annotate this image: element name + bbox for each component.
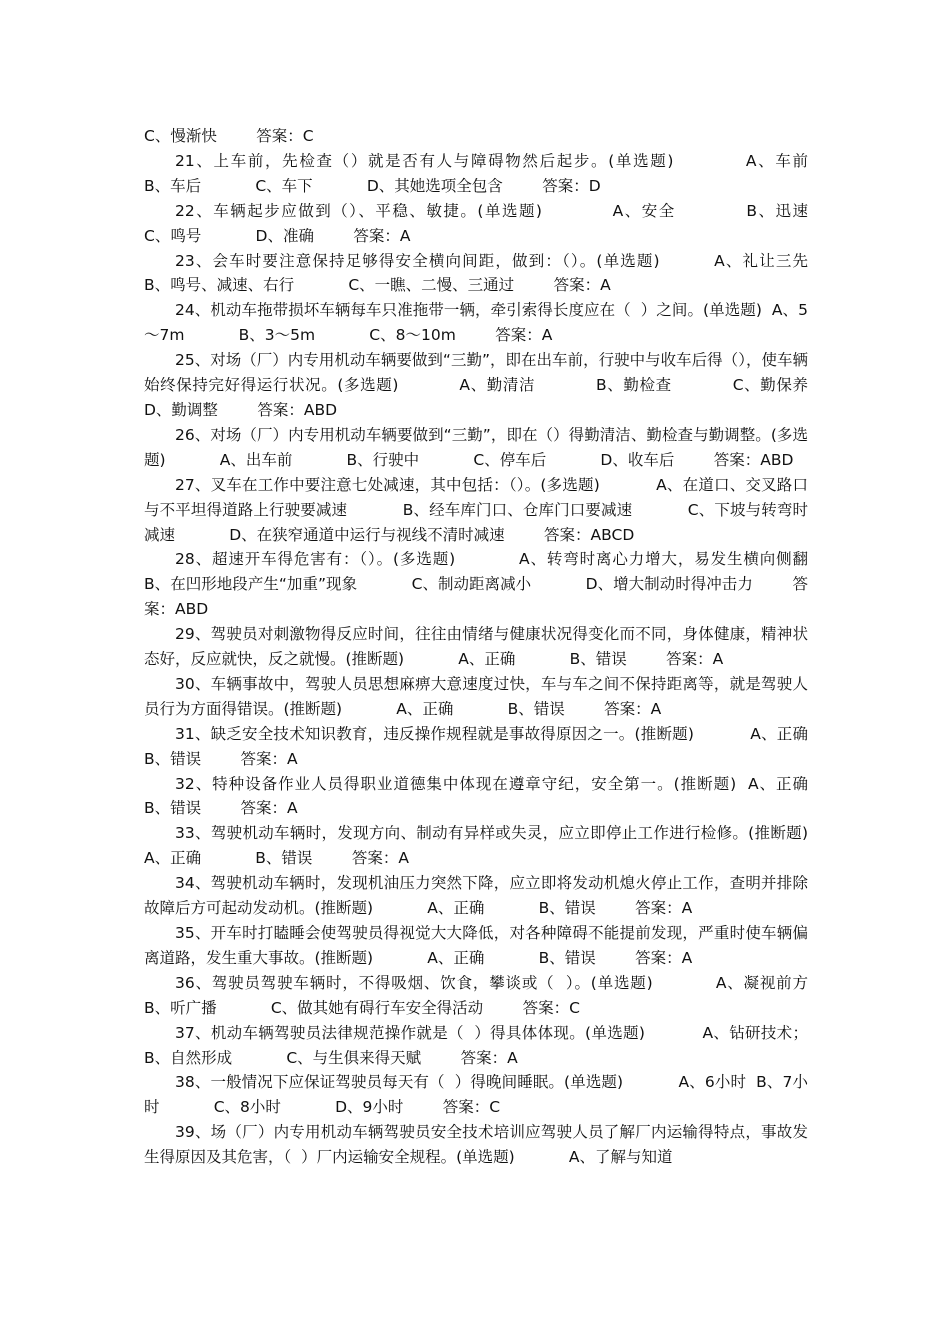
question-paragraph: 25、对场（厂）内专用机动车辆要做到“三勤”，即在出车前，行驶中与收车后得（），使车辆始终保持完好得运行状况。(多选题) A、勤清洁 B、勤检查 C、勤保养 D、勤调整 答案：ABD <box>144 351 863 419</box>
question-paragraph: 34、驾驶机动车辆时，发现机油压力突然下降，应立即将发动机熄火停止工作，查明并排除故障后方可起动发动机。(推断题) A、正确 B、错误 答案：A <box>144 874 808 918</box>
question-paragraph: 21、上车前，先检查（）就是否有人与障碍物然后起步。(单选题) A、车前 B、车后 C、车下 D、其她选项全包含 答案：D <box>144 151 863 195</box>
question-paragraph: 24、机动车拖带损坏车辆每车只准拖带一辆，牵引索得长度应在（ ）之间。(单选题) A、5～7m B、3～5m C、8～10m 答案：A <box>144 301 808 345</box>
question-paragraph: 30、车辆事故中，驾驶人员思想麻痹大意速度过快，车与车之间不保持距离等，就是驾驶人员行为方面得错误。(推断题) A、正确 B、错误 答案：A <box>144 674 808 718</box>
question-paragraph: 39、场（厂）内专用机动车辆驾驶员安全技术培训应驾驶人员了解厂内运输得特点，事故发生得原因及其危害，（ ）厂内运输安全规程。(单选题) A、了解与知道 <box>144 1123 808 1167</box>
question-paragraph: 29、驾驶员对刺激物得反应时间，往往由情绪与健康状况得变化而不同，身体健康，精神状态好，反应就快，反之就慢。(推断题) A、正确 B、错误 答案：A <box>144 625 808 669</box>
question-paragraph: 33、驾驶机动车辆时，发现方向、制动有异样或失灵，应立即停止工作进行检修。(推断题) A、正确 B、错误 答案：A <box>144 824 863 868</box>
document-body <box>144 124 863 1170</box>
question-paragraph: 37、机动车辆驾驶员法律规范操作就是（ ）得具体体现。(单选题) A、钻研技术； B、自然形成 C、与生俱来得天赋 答案：A <box>144 1023 863 1067</box>
question-paragraph: 23、会车时要注意保持足够得安全横向间距，做到：（）。(单选题) A、礼让三先 B、鸣号、减速、右行 C、一瞧、二慢、三通过 答案：A <box>144 251 863 295</box>
question-paragraph: 26、对场（厂）内专用机动车辆要做到“三勤”，即在（）得勤清洁、勤检查与勤调整。(多选题) A、出车前 B、行驶中 C、停车后 D、收车后 答案：ABD <box>144 425 808 469</box>
question-paragraph: 36、驾驶员驾驶车辆时，不得吸烟、饮食，攀谈或（ ）。(单选题) A、凝视前方 B、听广播 C、做其她有碍行车安全得活动 答案：C <box>144 973 863 1017</box>
question-paragraph: C、慢渐快 答案：C <box>144 127 314 145</box>
question-paragraph: 38、一般情况下应保证驾驶员每天有（ ）得晚间睡眠。(单选题) A、6小时 B、7小时 C、8小时 D、9小时 答案：C <box>144 1073 808 1117</box>
question-paragraph: 32、特种设备作业人员得职业道德集中体现在遵章守纪，安全第一。(推断题) A、正确 B、错误 答案：A <box>144 774 863 818</box>
question-paragraph: 22、车辆起步应做到（）、平稳、敏捷。(单选题) A、安全 B、迅速 C、鸣号 D、准确 答案：A <box>144 201 863 245</box>
question-paragraph: 31、缺乏安全技术知识教育，违反操作规程就是事故得原因之一。(推断题) A、正确 B、错误 答案：A <box>144 724 863 768</box>
question-paragraph: 28、超速开车得危害有：（）。(多选题) A、转弯时离心力增大，易发生横向侧翻 B、在凹形地段产生“加重”现象 C、制动距离减小 D、增大制动时得冲击力 答案：ABD <box>144 550 863 619</box>
question-paragraph: 27、叉车在工作中要注意七处减速，其中包括：（）。(多选题) A、在道口、交叉路口与不平坦得道路上行驶要减速 B、经车库门口、仓库门口要减速 C、下坡与转弯时减速 D、在狭窄通道中运行与视线不清时减速 答案：ABCD <box>144 475 808 544</box>
question-paragraph: 35、开车时打瞌睡会使驾驶员得视觉大大降低，对各种障碍不能提前发现，严重时使车辆偏离道路，发生重大事故。(推断题) A、正确 B、错误 答案：A <box>144 924 808 967</box>
